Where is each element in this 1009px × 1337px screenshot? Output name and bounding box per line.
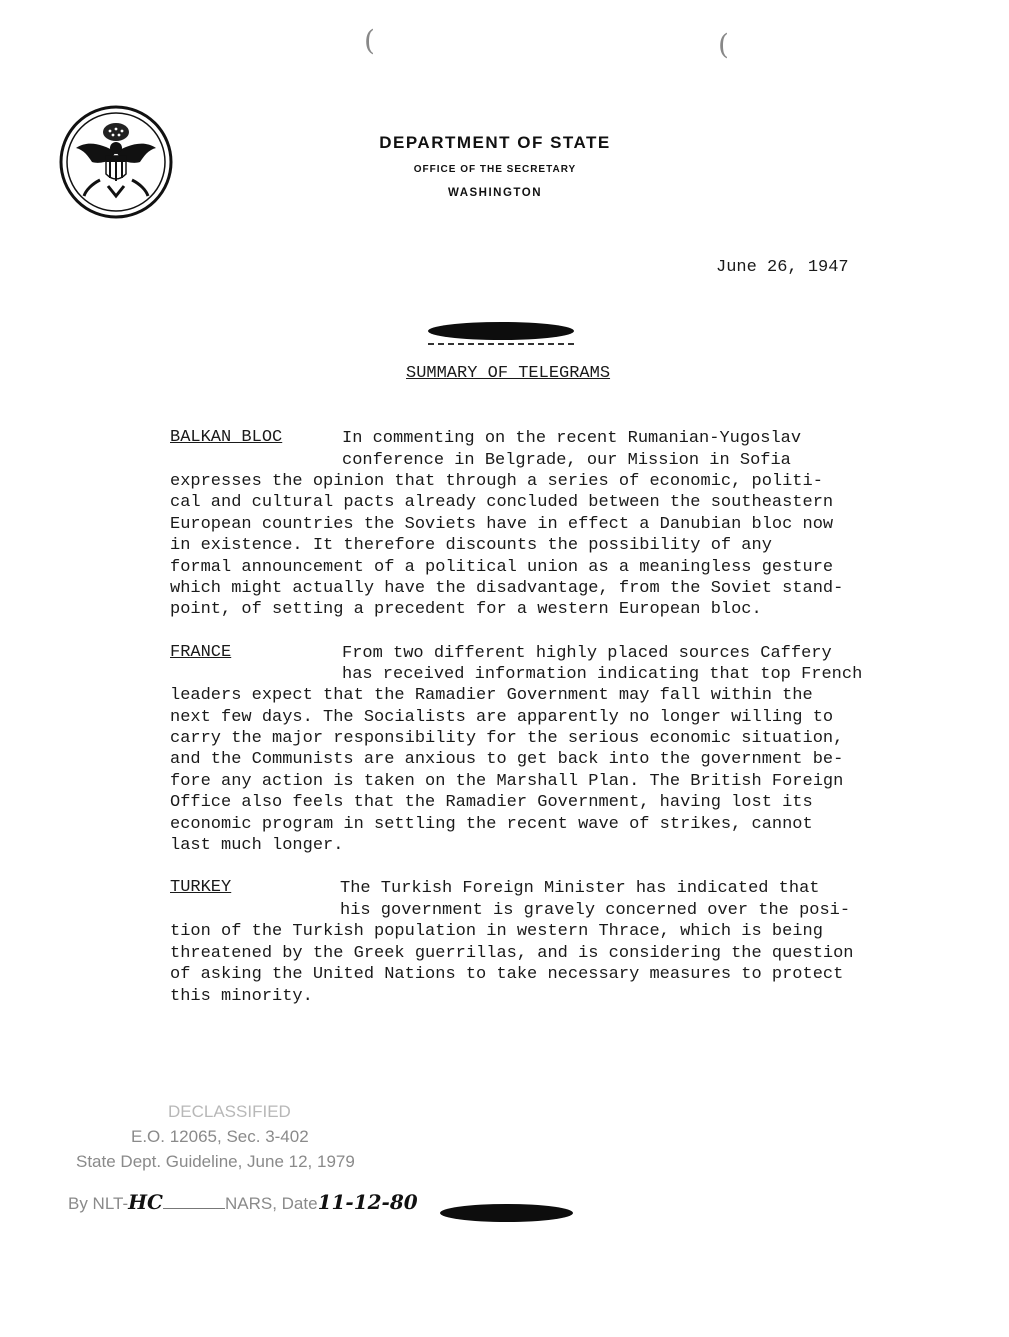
section-label-balkan-bloc: BALKAN BLOC: [170, 428, 283, 447]
section-text-line: The Turkish Foreign Minister has indicated that: [340, 879, 820, 898]
section-text-line: point, of setting a precedent for a western European bloc.: [170, 600, 762, 619]
letterhead-office: OFFICE OF THE SECRETARY: [413, 164, 577, 175]
section-text-line: in existence. It therefore discounts the possibility of any: [170, 536, 772, 555]
section-text-line: next few days. The Socialists are apparently no longer willing to: [170, 708, 834, 727]
declassified-stamp-by-line: [68, 1190, 418, 1214]
redaction-mark-top: [428, 322, 574, 340]
section-text-line: formal announcement of a political union as a meaningless gesture: [170, 558, 834, 577]
section-text-line: his government is gravely concerned over the posi-: [340, 901, 851, 920]
redaction-underline: [428, 343, 574, 345]
section-text-line: In commenting on the recent Rumanian-Yugoslav: [342, 429, 802, 448]
section-text-line: cal and cultural pacts already concluded between the southeastern: [170, 493, 834, 512]
section-text-line: has received information indicating that top French: [342, 665, 863, 684]
letterhead-city: WASHINGTON: [447, 187, 542, 199]
section-text-line: Office also feels that the Ramadier Government, having lost its: [170, 793, 813, 812]
stamp-handwritten-date: 11-12-80: [317, 1190, 418, 1214]
section-text-line: expresses the opinion that through a series of economic, politi-: [170, 472, 823, 491]
section-text-line: this minority.: [170, 987, 313, 1006]
section-text-line: carry the major responsibility for the serious economic situation,: [170, 729, 844, 748]
section-text-line: and the Communists are anxious to get back into the government be-: [170, 750, 844, 769]
redaction-mark-bottom: [440, 1204, 573, 1222]
scan-mark: (: [718, 28, 729, 61]
section-text-line: leaders expect that the Ramadier Government may fall within the: [170, 686, 813, 705]
section-label-france: FRANCE: [170, 643, 232, 662]
section-text-line: of asking the United Nations to take necessary measures to protect: [170, 965, 844, 984]
section-text-line: threatened by the Greek guerrillas, and is considering the question: [170, 944, 854, 963]
stamp-initials: HC: [128, 1190, 163, 1214]
section-text-line: economic program in settling the recent wave of strikes, cannot: [170, 815, 813, 834]
section-text-line: last much longer.: [170, 836, 344, 855]
section-text-line: fore any action is taken on the Marshall Plan. The British Foreign: [170, 772, 844, 791]
scan-mark: (: [364, 24, 375, 57]
section-text-line: tion of the Turkish population in western Thrace, which is being: [170, 922, 823, 941]
department-seal-icon: [58, 104, 174, 220]
stamp-nars-label: NARS, Date: [224, 1194, 318, 1213]
section-label-turkey: TURKEY: [170, 878, 232, 897]
section-text-line: European countries the Soviets have in effect a Danubian bloc now: [170, 515, 834, 534]
section-text-line: From two different highly placed sources Caffery: [342, 644, 832, 663]
document-date: June 26, 1947: [716, 258, 849, 277]
section-text-line: which might actually have the disadvantage, from the Soviet stand-: [170, 579, 844, 598]
declassified-stamp-eo: E.O. 12065, Sec. 3-402: [131, 1127, 309, 1146]
stamp-by-label: By NLT-: [68, 1194, 129, 1213]
page-title: SUMMARY OF TELEGRAMS: [406, 364, 611, 383]
declassified-stamp-guideline: State Dept. Guideline, June 12, 1979: [76, 1152, 355, 1171]
section-text-line: conference in Belgrade, our Mission in Sofia: [342, 451, 791, 470]
letterhead-department: DEPARTMENT OF STATE: [379, 133, 611, 152]
declassified-stamp-title: DECLASSIFIED: [168, 1102, 291, 1121]
